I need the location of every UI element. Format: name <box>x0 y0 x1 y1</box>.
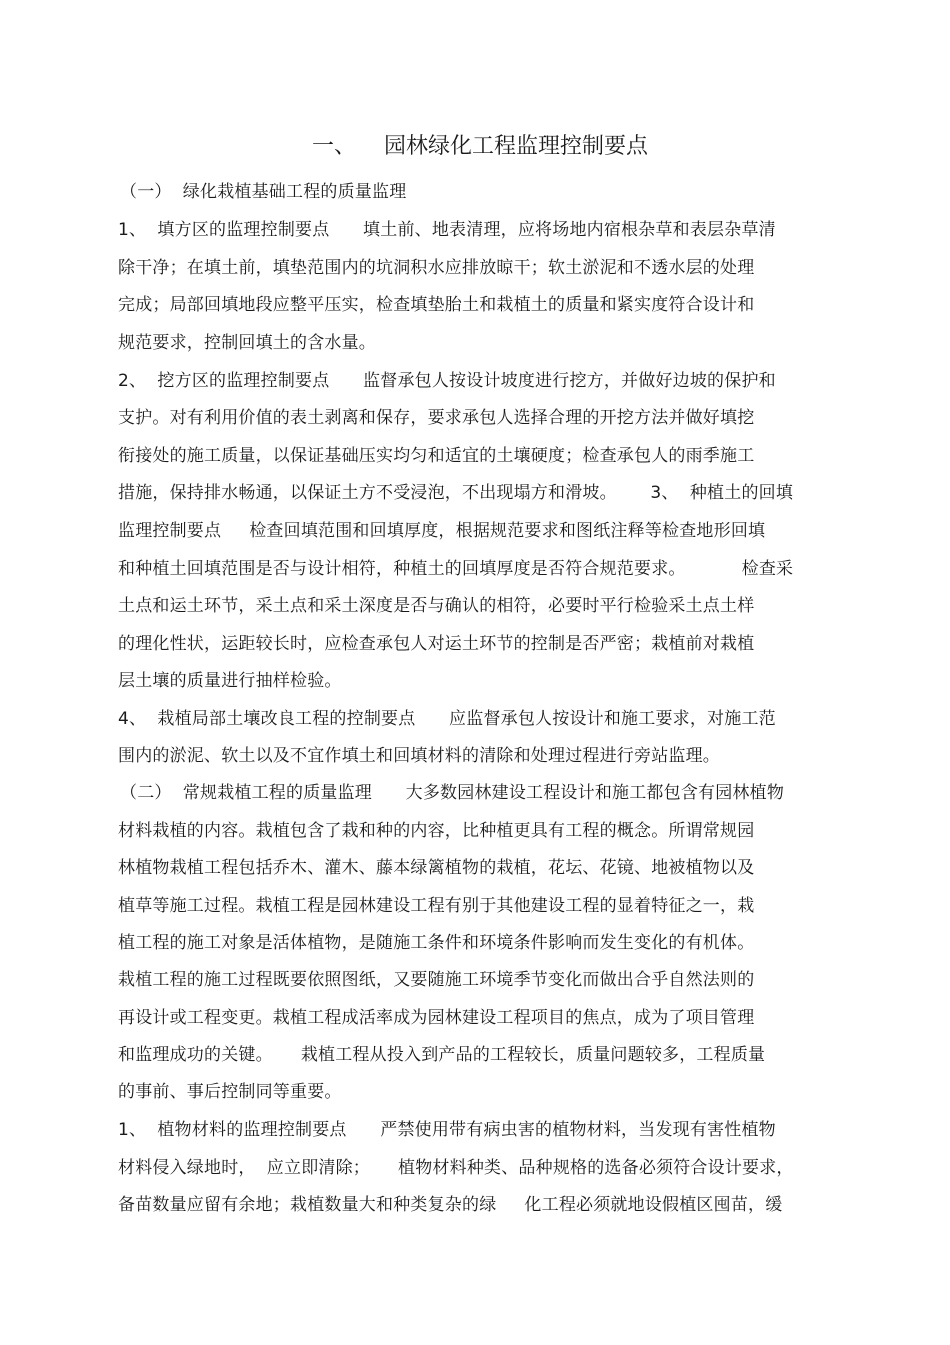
page-title: 一、 园林绿化工程监理控制要点 <box>312 134 648 159</box>
paragraph-line: 植草等施工过程。栽植工程是园林建设工程有别于其他建设工程的显着特征之一，栽 <box>118 896 755 916</box>
paragraph-line: 的事前、事后控制同等重要。 <box>118 1082 342 1102</box>
paragraph-line: 2、 挖方区的监理控制要点 监督承包人按设计坡度进行挖方，并做好边坡的保护和 <box>118 371 776 391</box>
paragraph-line: 围内的淤泥、软土以及不宜作填土和回填材料的清除和处理过程进行旁站监理。 <box>118 746 720 766</box>
paragraph-line: 支护。对有利用价值的表土剥离和保存，要求承包人选择合理的开挖方法并做好填挖 <box>118 408 755 428</box>
paragraph-line: 1、 填方区的监理控制要点 填土前、地表清理，应将场地内宿根杂草和表层杂草清 <box>118 220 776 240</box>
paragraph-line: 栽植工程的施工过程既要依照图纸，又要随施工环境季节变化而做出合乎自然法则的 <box>118 970 755 990</box>
section-heading-1: （一） 绿化栽植基础工程的质量监理 <box>120 182 407 202</box>
paragraph-line: 规范要求，控制回填土的含水量。 <box>118 333 376 353</box>
paragraph-line: 措施，保持排水畅通，以保证土方不受浸泡，不出现塌方和滑坡。 3、 种植土的回填 <box>118 483 794 503</box>
paragraph-line: 材料栽植的内容。栽植包含了栽和种的内容，比种植更具有工程的概念。所谓常规园 <box>118 821 755 841</box>
paragraph-line: 完成；局部回填地段应整平压实，检查填垫胎土和栽植土的质量和紧实度符合设计和 <box>118 295 755 315</box>
paragraph-line: 再设计或工程变更。栽植工程成活率成为园林建设工程项目的焦点，成为了项目管理 <box>118 1008 755 1028</box>
paragraph-line: 林植物栽植工程包括乔木、灌木、藤本绿篱植物的栽植，花坛、花镜、地被植物以及 <box>118 858 755 878</box>
paragraph-line: 除干净；在填土前，填垫范围内的坑洞积水应排放晾干；软土淤泥和不透水层的处理 <box>118 258 755 278</box>
paragraph-line: 备苗数量应留有余地；栽植数量大和种类复杂的绿 化工程必须就地设假植区囤苗，缓 <box>118 1195 783 1215</box>
paragraph-line: 监理控制要点 检查回填范围和回填厚度，根据规范要求和图纸注释等检查地形回填 <box>118 521 766 541</box>
paragraph-line: 土点和运土环节，采土点和采土深度是否与确认的相符，必要时平行检验采土点土样 <box>118 596 755 616</box>
paragraph-line: 1、 植物材料的监理控制要点 严禁使用带有病虫害的植物材料，当发现有害性植物 <box>118 1120 776 1140</box>
paragraph-line: 衔接处的施工质量，以保证基础压实均匀和适宜的土壤硬度；检查承包人的雨季施工 <box>118 446 755 466</box>
paragraph-line: 和种植土回填范围是否与设计相符，种植土的回填厚度是否符合规范要求。 检查采 <box>118 559 794 579</box>
paragraph-line: 4、 栽植局部土壤改良工程的控制要点 应监督承包人按设计和施工要求，对施工范 <box>118 709 776 729</box>
section-heading-2: （二） 常规栽植工程的质量监理 大多数园林建设工程设计和施工都包含有园林植物 <box>120 783 785 803</box>
paragraph-line: 材料侵入绿地时， 应立即清除； 植物材料种类、品种规格的选备必须符合设计要求， <box>118 1158 794 1178</box>
paragraph-line: 层土壤的质量进行抽样检验。 <box>118 671 342 691</box>
paragraph-line: 和监理成功的关键。 栽植工程从投入到产品的工程较长，质量问题较多，工程质量 <box>118 1045 766 1065</box>
paragraph-line: 的理化性状，运距较长时，应检查承包人对运土环节的控制是否严密；栽植前对栽植 <box>118 634 755 654</box>
paragraph-line: 植工程的施工对象是活体植物，是随施工条件和环境条件影响而发生变化的有机体。 <box>118 933 755 953</box>
